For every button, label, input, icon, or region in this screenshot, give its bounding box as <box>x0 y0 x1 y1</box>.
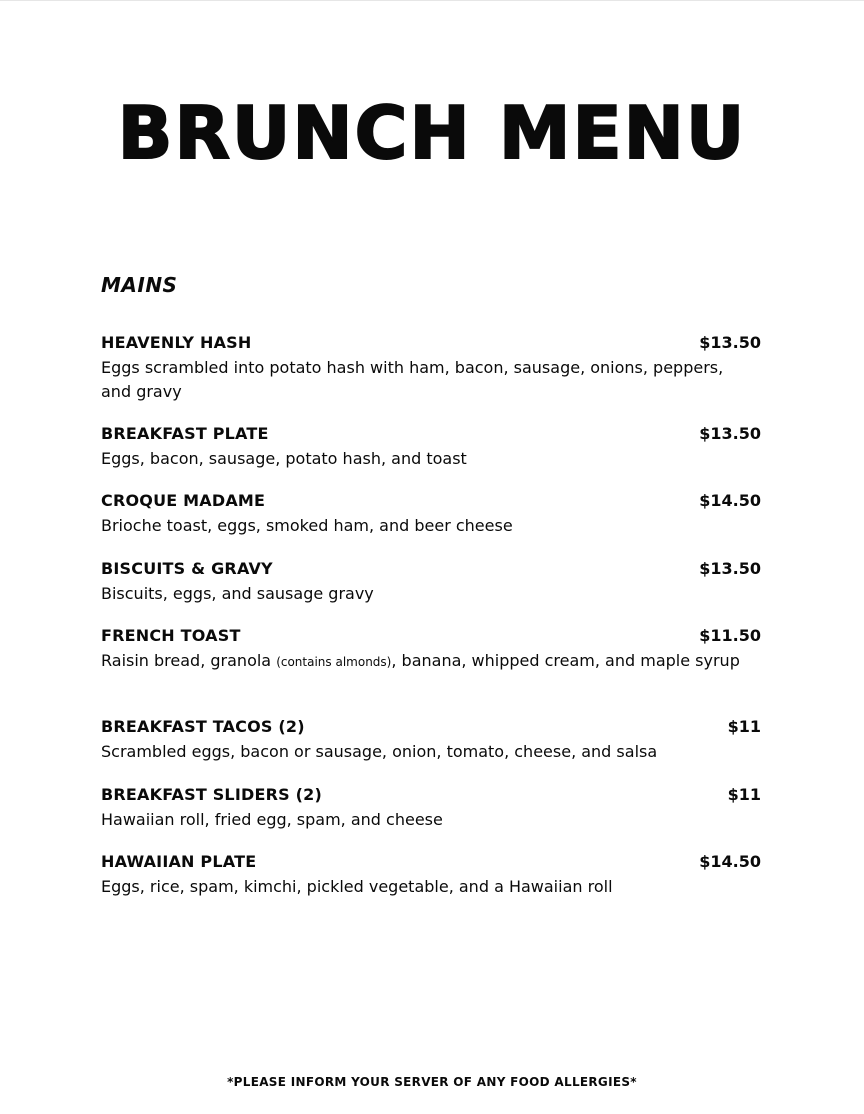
menu-item-header <box>101 626 761 648</box>
menu-item-name: HAWAIIAN PLATE <box>101 852 257 871</box>
menu-item-price: $13.50 <box>699 424 761 443</box>
menu-item-description: Brioche toast, eggs, smoked ham, and beer cheese <box>101 516 513 535</box>
menu-item <box>101 626 761 717</box>
menu-item-name: FRENCH TOAST <box>101 626 241 645</box>
menu-item-header <box>101 333 761 355</box>
menu-item-price: $11.50 <box>699 626 761 645</box>
allergen-note: (contains almonds) <box>276 655 392 669</box>
menu-item-price: $11 <box>727 717 761 736</box>
menu-item-description: Scrambled eggs, bacon or sausage, onion, tomato, cheese, and salsa <box>101 742 658 761</box>
menu-item-description: Eggs, rice, spam, kimchi, pickled vegetable, and a Hawaiian roll <box>101 877 613 896</box>
menu-item-price: $13.50 <box>699 559 761 578</box>
menu-item <box>101 785 761 852</box>
menu-item-name: HEAVENLY HASH <box>101 333 252 352</box>
menu-item-price: $13.50 <box>699 333 761 352</box>
menu-item <box>101 717 761 785</box>
menu-item-description: Hawaiian roll, fried egg, spam, and cheese <box>101 810 443 829</box>
menu-item <box>101 491 761 559</box>
menu-item-description <box>101 649 746 674</box>
menu-item-price: $14.50 <box>699 852 761 871</box>
menu-item <box>101 424 761 491</box>
menu-item-description: Biscuits, eggs, and sausage gravy <box>101 584 374 603</box>
menu-item <box>101 852 761 899</box>
section-heading-mains: MAINS <box>101 273 178 297</box>
menu-item-description: Eggs, bacon, sausage, potato hash, and toast <box>101 449 467 468</box>
menu-item-header <box>101 491 761 513</box>
menu-item-price: $14.50 <box>699 491 761 510</box>
menu-item-header <box>101 424 761 446</box>
menu-item-description-text: , banana, whipped cream, and maple syrup <box>391 651 740 670</box>
allergy-footer-note: *PLEASE INFORM YOUR SERVER OF ANY FOOD ALLERGIES* <box>227 1075 637 1089</box>
menu-item-name: BISCUITS & GRAVY <box>101 559 273 578</box>
menu-item-header <box>101 559 761 581</box>
menu-item <box>101 559 761 626</box>
menu-item-description: Eggs scrambled into potato hash with ham, bacon, sausage, onions, peppers, and gravy <box>101 358 724 401</box>
menu-item-header <box>101 852 761 874</box>
menu-item-name: BREAKFAST TACOS (2) <box>101 717 305 736</box>
menu-item-name: BREAKFAST PLATE <box>101 424 269 443</box>
menu-item <box>101 333 761 424</box>
menu-item-list <box>101 333 761 899</box>
menu-item-header <box>101 717 761 739</box>
menu-item-description-text: Raisin bread, granola <box>101 651 277 670</box>
menu-item-price: $11 <box>727 785 761 804</box>
menu-item-header <box>101 785 761 807</box>
menu-item-name: CROQUE MADAME <box>101 491 266 510</box>
menu-title: BRUNCH MENU <box>117 91 747 175</box>
menu-item-name: BREAKFAST SLIDERS (2) <box>101 785 322 804</box>
